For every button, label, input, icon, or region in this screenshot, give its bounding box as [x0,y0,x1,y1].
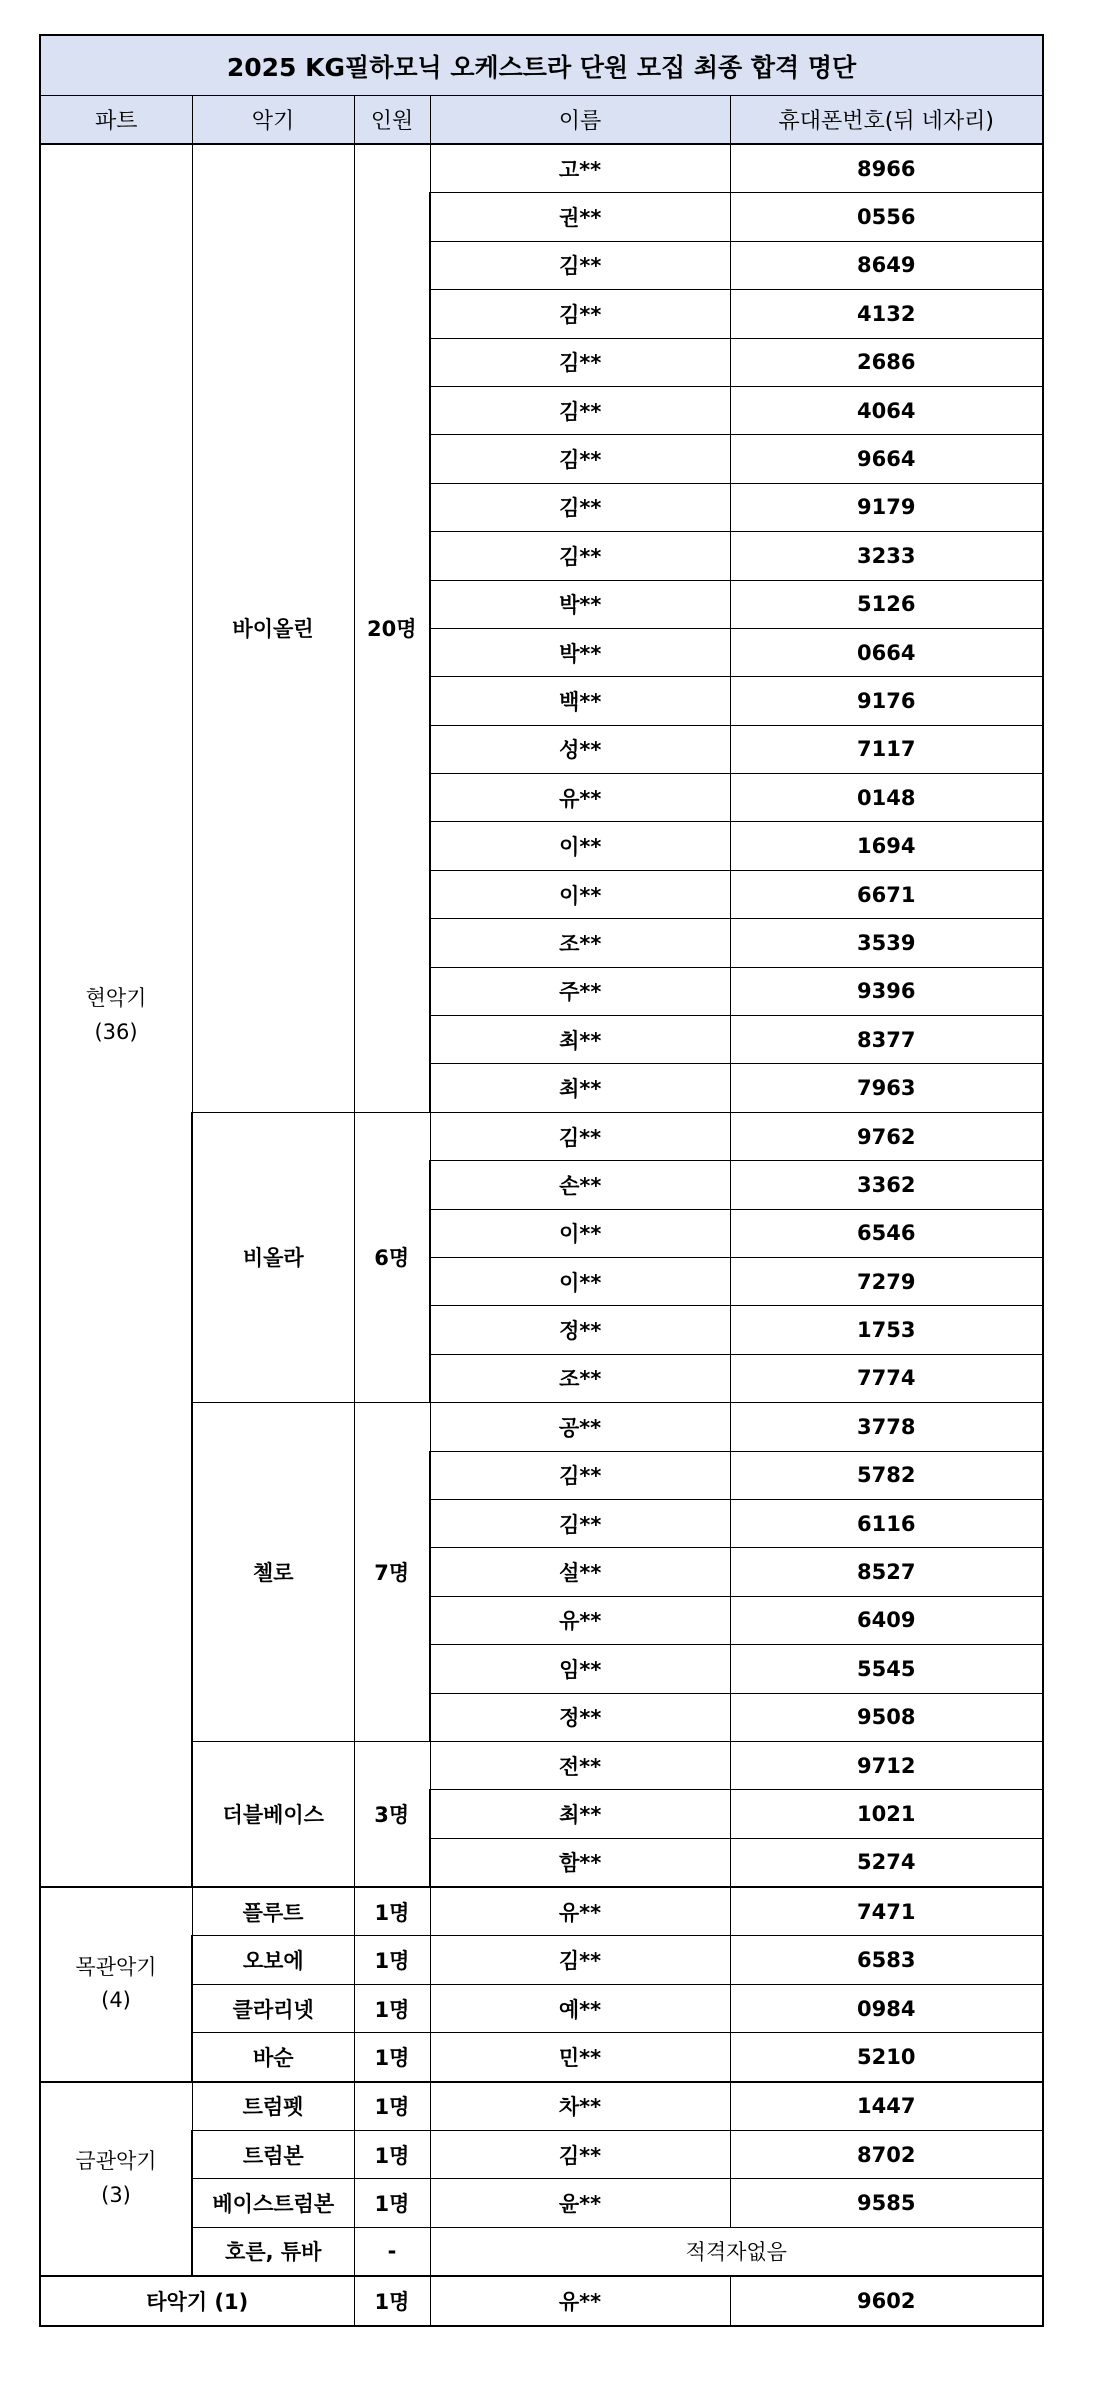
part-cell [40,2082,192,2277]
member-name: 차** [430,2082,730,2131]
percussion-row [40,2276,1043,2325]
instrument-cell: 베이스트럼본 [192,2179,354,2227]
percussion-part: 타악기 (1) [40,2276,354,2325]
member-phone: 5545 [730,1645,1043,1693]
member-phone: 8702 [730,2131,1043,2179]
member-phone: 7471 [730,1887,1043,1936]
member-phone: 2686 [730,338,1043,386]
member-phone: 4132 [730,290,1043,338]
member-phone: 9664 [730,435,1043,483]
instrument-cell: 클라리넷 [192,1984,354,2032]
instrument-cell: 플루트 [192,1887,354,1936]
results-table [39,34,1044,2327]
count-cell: 1명 [354,1984,430,2032]
member-name: 김** [430,1451,730,1499]
instrument-cell: 비올라 [192,1112,354,1402]
member-name: 김** [430,386,730,434]
member-name: 이** [430,1257,730,1305]
member-name: 이** [430,1209,730,1257]
instrument-cell: 트럼펫 [192,2082,354,2131]
member-name: 박** [430,628,730,676]
member-name: 김** [430,435,730,483]
member-name: 김** [430,290,730,338]
member-phone: 8966 [730,144,1043,193]
member-phone: 3778 [730,1403,1043,1451]
title-row [40,35,1043,96]
member-phone: 0984 [730,1984,1043,2032]
member-name: 공** [430,1403,730,1451]
column-header: 악기 [192,96,354,145]
table-row [40,144,1043,193]
member-name: 고** [430,144,730,193]
part-name: 현악기 [85,985,147,1010]
member-phone: 8649 [730,241,1043,289]
member-name: 임** [430,1645,730,1693]
instrument-cell: 바순 [192,2033,354,2082]
part-name: 금관악기 [75,2149,157,2174]
member-name: 설** [430,1548,730,1596]
member-name: 권** [430,193,730,241]
count-cell: 3명 [354,1741,430,1887]
column-header: 휴대폰번호(뒤 네자리) [730,96,1043,145]
member-name: 성** [430,725,730,773]
member-phone: 0556 [730,193,1043,241]
member-name: 백** [430,677,730,725]
member-phone: 9396 [730,967,1043,1015]
results-table-body [40,35,1043,2326]
member-name: 윤** [430,2179,730,2227]
member-name: 김** [430,1936,730,1984]
member-name: 유** [430,1596,730,1644]
column-header: 인원 [354,96,430,145]
member-phone: 0148 [730,774,1043,822]
member-name: 정** [430,1306,730,1354]
member-phone: 9712 [730,1741,1043,1789]
instrument-cell: 바이올린 [192,144,354,1112]
column-header: 파트 [40,96,192,145]
part-count: (4) [101,1988,131,2013]
member-name: 이** [430,870,730,918]
member-name: 정** [430,1693,730,1741]
member-phone: 8377 [730,1016,1043,1064]
member-name: 주** [430,967,730,1015]
member-phone: 1753 [730,1306,1043,1354]
member-name: 이** [430,822,730,870]
part-count: (3) [101,2182,131,2207]
member-phone: 3233 [730,532,1043,580]
member-phone: 5782 [730,1451,1043,1499]
member-phone: 5274 [730,1838,1043,1887]
member-phone: 9762 [730,1112,1043,1160]
part-count: (36) [94,1019,138,1044]
member-name: 조** [430,1354,730,1402]
member-phone: 9585 [730,2179,1043,2227]
member-phone: 7117 [730,725,1043,773]
member-name: 유** [430,2276,730,2325]
member-name: 최** [430,1016,730,1064]
member-phone: 6116 [730,1499,1043,1547]
instrument-cell: 트럼본 [192,2131,354,2179]
count-cell: 1명 [354,1887,430,1936]
count-cell: 1명 [354,2131,430,2179]
member-phone: 0664 [730,628,1043,676]
member-name: 김** [430,241,730,289]
member-name: 김** [430,1499,730,1547]
member-phone: 9179 [730,483,1043,531]
member-phone: 9176 [730,677,1043,725]
instrument-cell: 오보에 [192,1936,354,1984]
member-name: 손** [430,1161,730,1209]
member-name: 유** [430,774,730,822]
count-cell: 1명 [354,2033,430,2082]
member-phone: 1447 [730,2082,1043,2131]
member-phone: 7774 [730,1354,1043,1402]
member-phone: 6583 [730,1936,1043,1984]
member-name: 김** [430,532,730,580]
instrument-cell: 더블베이스 [192,1741,354,1887]
count-cell: 6명 [354,1112,430,1402]
member-name: 최** [430,1790,730,1838]
member-phone: 6546 [730,1209,1043,1257]
member-name: 김** [430,483,730,531]
member-phone: 5126 [730,580,1043,628]
member-name: 유** [430,1887,730,1936]
member-name: 김** [430,1112,730,1160]
member-name: 조** [430,919,730,967]
member-phone: 1021 [730,1790,1043,1838]
part-cell [40,144,192,1887]
member-name: 김** [430,338,730,386]
table-row [40,1887,1043,1936]
part-cell [40,1887,192,2082]
member-phone: 7279 [730,1257,1043,1305]
member-name: 예** [430,1984,730,2032]
member-phone: 8527 [730,1548,1043,1596]
member-phone: 6671 [730,870,1043,918]
column-header: 이름 [430,96,730,145]
count-cell: 20명 [354,144,430,1112]
member-name: 함** [430,1838,730,1887]
member-name: 최** [430,1064,730,1112]
member-phone: 3539 [730,919,1043,967]
count-cell: 1명 [354,2082,430,2131]
member-name: 박** [430,580,730,628]
member-phone: 3362 [730,1161,1043,1209]
member-phone: 5210 [730,2033,1043,2082]
count-cell: 1명 [354,1936,430,1984]
member-phone: 7963 [730,1064,1043,1112]
member-name: 전** [430,1741,730,1789]
part-name: 목관악기 [75,1954,157,1979]
header-row [40,96,1043,145]
member-phone: 9602 [730,2276,1043,2325]
member-name: 김** [430,2131,730,2179]
member-phone: 4064 [730,386,1043,434]
member-phone: 6409 [730,1596,1043,1644]
count-cell: 1명 [354,2276,430,2325]
member-name: 민** [430,2033,730,2082]
instrument-cell: 호른, 튜바 [192,2227,354,2276]
member-phone: 9508 [730,1693,1043,1741]
member-phone: 1694 [730,822,1043,870]
instrument-cell: 첼로 [192,1403,354,1742]
count-cell: - [354,2227,430,2276]
table-row [40,2082,1043,2131]
page-title: 2025 KG필하모닉 오케스트라 단원 모집 최종 합격 명단 [40,35,1043,96]
count-cell: 7명 [354,1403,430,1742]
count-cell: 1명 [354,2179,430,2227]
no-qualified-note: 적격자없음 [430,2227,1043,2276]
